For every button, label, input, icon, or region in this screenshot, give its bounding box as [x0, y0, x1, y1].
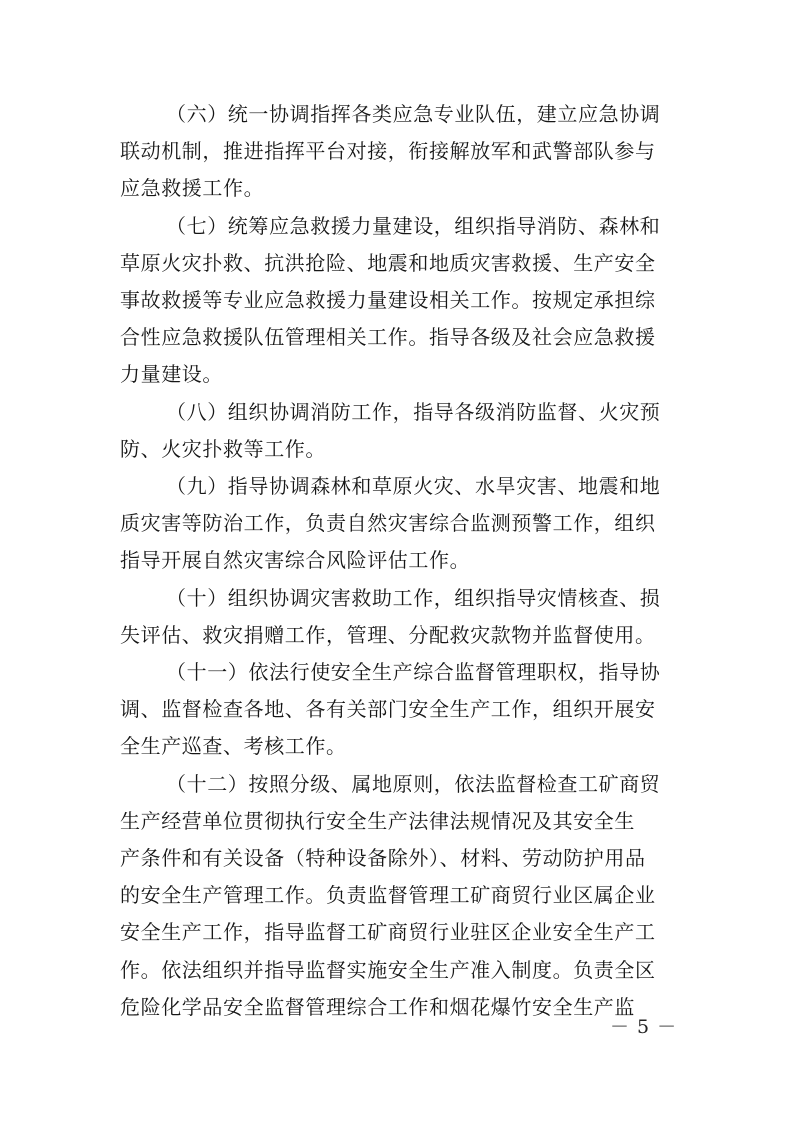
body-text [120, 96, 686, 1026]
text-line: 作。依法组织并指导监督实施安全生产准入制度。负责全区 [120, 957, 656, 982]
text-line: （十）组织协调灾害救助工作，组织指导灾情核查、损 [166, 585, 661, 610]
paragraph [120, 468, 686, 580]
paragraph [120, 654, 686, 766]
text-line: 草原火灾扑救、抗洪抢险、地震和地质灾害救援、生产安全 [120, 250, 656, 275]
text-line: （七）统筹应急救援力量建设，组织指导消防、森林和 [166, 213, 661, 238]
text-line: 防、火灾扑救等工作。 [120, 436, 326, 461]
text-line: 应急救援工作。 [120, 176, 265, 201]
paragraph [120, 96, 686, 208]
paragraph [120, 580, 686, 654]
text-line: 合性应急救援队伍管理相关工作。指导各级及社会应急救援 [120, 325, 656, 350]
text-line: 失评估、救灾捐赠工作，管理、分配救灾款物并监督使用。 [120, 622, 656, 647]
text-line: 联动机制，推进指挥平台对接，衔接解放军和武警部队参与 [120, 139, 656, 164]
text-line: 质灾害等防治工作，负责自然灾害综合监测预警工作，组织 [120, 511, 656, 536]
text-line: 指导开展自然灾害综合风险评估工作。 [120, 548, 471, 573]
text-line: 调、监督检查各地、各有关部门安全生产工作，组织开展安 [120, 697, 656, 722]
text-line: （九）指导协调森林和草原火灾、水旱灾害、地震和地 [166, 474, 661, 499]
text-line: （十二）按照分级、属地原则，依法监督检查工矿商贸 [166, 771, 661, 796]
paragraph [120, 766, 686, 1026]
text-line: （八）组织协调消防工作，指导各级消防监督、火灾预 [166, 399, 661, 424]
text-line: 事故救援等专业应急救援力量建设相关工作。按规定承担综 [120, 288, 656, 313]
text-line: 生产经营单位贯彻执行安全生产法律法规情况及其安全生 [120, 808, 635, 833]
text-line: （十一）依法行使安全生产综合监督管理职权，指导协 [166, 660, 661, 685]
page-number: － 5 － [610, 1016, 678, 1038]
text-line: 的安全生产管理工作。负责监督管理工矿商贸行业区属企业 [120, 883, 656, 908]
text-line: （六）统一协调指挥各类应急专业队伍，建立应急协调 [166, 102, 661, 126]
text-line: 力量建设。 [120, 362, 223, 387]
text-line: 产条件和有关设备（特种设备除外）、材料、劳动防护用品 [120, 846, 646, 871]
paragraph [120, 394, 686, 468]
text-line: 全生产巡查、考核工作。 [120, 734, 347, 759]
paragraph [120, 208, 686, 394]
text-line: 安全生产工作，指导监督工矿商贸行业驻区企业安全生产工 [120, 920, 656, 945]
text-line: 危险化学品安全监督管理综合工作和烟花爆竹安全生产监 [120, 994, 635, 1019]
